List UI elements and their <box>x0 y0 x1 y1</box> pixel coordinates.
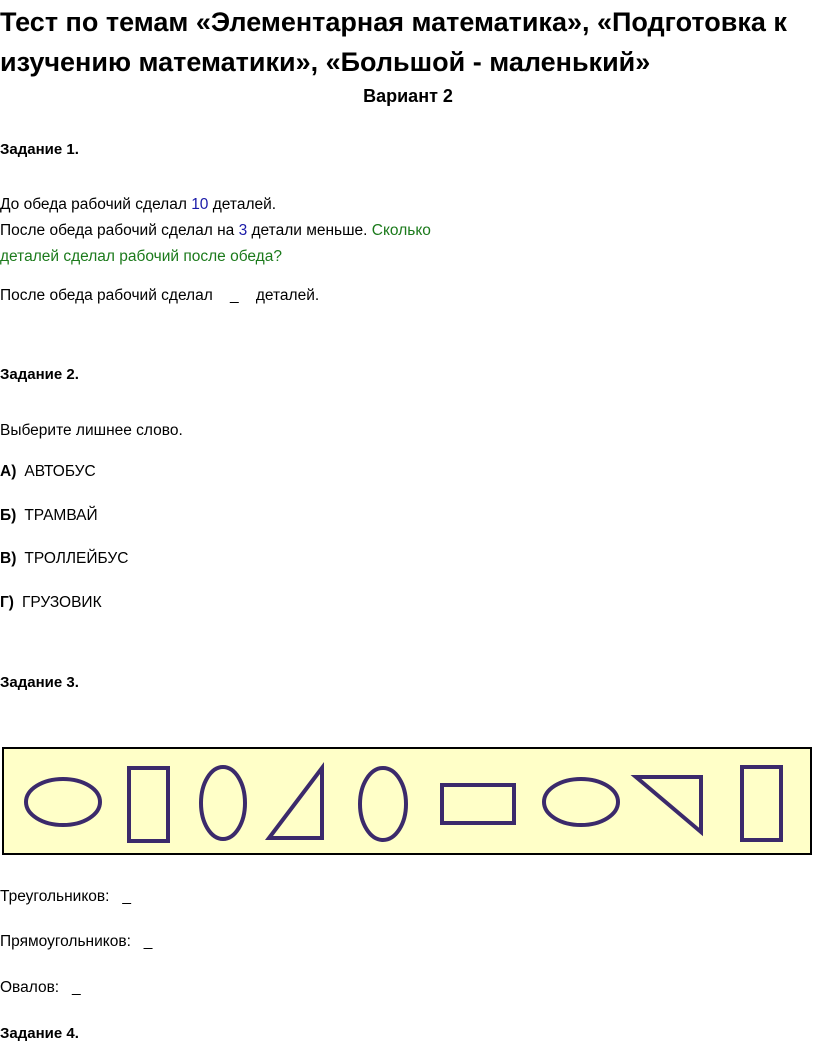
count-ovals: Овалов: _ <box>0 979 81 996</box>
task1-number-10: 10 <box>191 196 209 213</box>
shape-rectangle <box>129 768 168 841</box>
page-title: Тест по темам «Элементарная математика», «Подготовка к изучению математики», «Большой - маленький» <box>0 7 787 77</box>
task1-line2-post: детали меньше. <box>247 222 372 239</box>
shape-oval <box>360 768 406 840</box>
task1-answer: После обеда рабочий сделал _ деталей. <box>0 287 320 304</box>
task1-heading: Задание 1. <box>0 141 79 158</box>
shape-triangle <box>269 768 322 838</box>
option-v[interactable] <box>0 546 128 572</box>
option-g[interactable] <box>0 590 102 616</box>
task2-heading: Задание 2. <box>0 366 79 383</box>
option-letter: Б) <box>0 507 17 524</box>
option-letter: А) <box>0 463 17 480</box>
option-word: ТРАМВАЙ <box>24 507 98 524</box>
task1-text <box>0 192 460 270</box>
shape-triangle <box>636 777 701 832</box>
option-word: ГРУЗОВИК <box>21 594 102 611</box>
option-b[interactable] <box>0 503 98 529</box>
option-letter: В) <box>0 550 17 567</box>
shape-oval <box>26 779 100 825</box>
task2-prompt: Выберите лишнее слово. <box>0 422 183 439</box>
task4-heading: Задание 4. <box>0 1025 79 1042</box>
task1-line1-pre: До обеда рабочий сделал <box>0 196 192 213</box>
shape-rectangle <box>442 785 514 823</box>
task1-number-3: 3 <box>238 222 248 239</box>
shape-oval <box>544 779 618 825</box>
option-a[interactable] <box>0 459 96 485</box>
shape-oval <box>201 767 245 839</box>
task1-line1-post: деталей. <box>208 196 277 213</box>
shape-rectangle <box>742 767 781 840</box>
task1-line2-pre: После обеда рабочий сделал на <box>0 222 239 239</box>
task3-heading: Задание 3. <box>0 674 79 691</box>
shapes-figure <box>4 749 810 853</box>
count-rectangles: Прямоугольников: _ <box>0 933 153 950</box>
option-letter: Г) <box>0 594 14 611</box>
option-word: ТРОЛЛЕЙБУС <box>24 550 129 567</box>
count-triangles: Треугольников: _ <box>0 888 132 905</box>
shapes-panel <box>2 747 812 855</box>
option-word: АВТОБУС <box>24 463 96 480</box>
task1-question: Сколько деталей сделал рабочий после обеда? <box>0 222 431 265</box>
variant-label: Вариант 2 <box>363 86 453 106</box>
